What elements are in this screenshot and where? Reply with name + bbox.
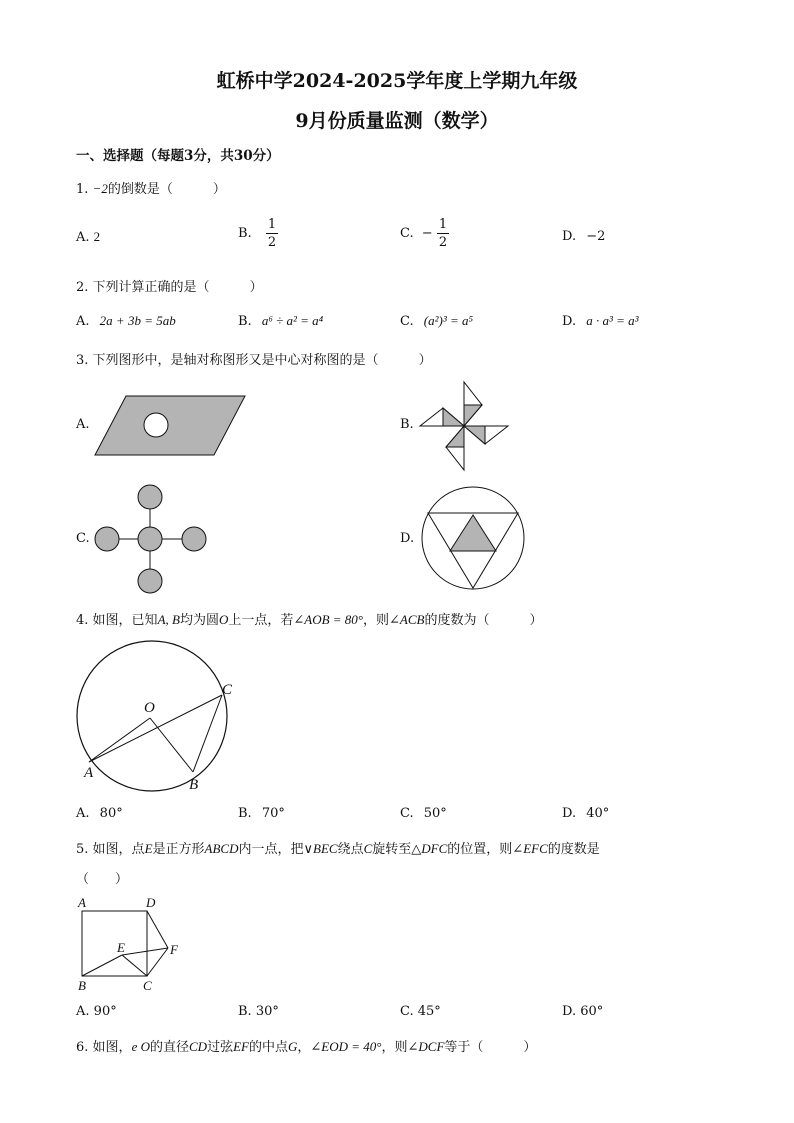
- stem-close: ）: [249, 280, 263, 295]
- option-value: (a²)³ = a⁵: [423, 313, 474, 328]
- stem-text: 如图，点: [92, 842, 145, 857]
- stem-math: ∨BEC: [303, 841, 338, 856]
- label-b: B: [189, 777, 199, 793]
- stem-text: ，则: [381, 1040, 408, 1055]
- stem-text: 绕点: [337, 842, 364, 857]
- stem-text: 过弦: [207, 1040, 234, 1055]
- option-value: 2a + 3b = 5ab: [99, 313, 176, 328]
- option-b: [238, 1004, 279, 1019]
- option-value: −2: [586, 229, 606, 244]
- question-number: 2.: [76, 280, 89, 295]
- stem-math: CD: [189, 1039, 208, 1054]
- question-number: 6.: [76, 1040, 89, 1055]
- stem-text: 下列图形中，是轴对称图形又是中心对称图的是（: [92, 353, 379, 368]
- option-label: D.: [562, 314, 577, 329]
- stem-math: ∠AOB = 80°: [293, 612, 364, 627]
- option-value: 70°: [261, 806, 285, 821]
- option-a: [76, 1004, 117, 1019]
- option-label: A.: [76, 1004, 90, 1019]
- stem-text: 等于（: [444, 1040, 484, 1055]
- option-sign: −: [421, 226, 433, 241]
- label-c: C: [143, 978, 152, 993]
- option-label: D.: [562, 806, 577, 821]
- question-number: 3.: [76, 353, 89, 368]
- exam-title-line2: 9月份质量监测（数学）: [295, 110, 499, 132]
- stem-close: ）: [523, 1040, 537, 1055]
- option-label: B.: [238, 806, 252, 821]
- stem-text: 如图，已知: [92, 613, 158, 628]
- option-c-label: C.: [76, 531, 90, 546]
- option-value: 60°: [580, 1004, 604, 1019]
- stem-text: 的倒数是（: [107, 182, 173, 197]
- fraction-denominator: 2: [267, 235, 277, 250]
- option-label: B.: [238, 314, 252, 329]
- option-value: 30°: [255, 1004, 279, 1019]
- label-a: A: [78, 895, 86, 910]
- option-label: D.: [562, 229, 577, 244]
- question-number: 1.: [76, 182, 89, 197]
- stem-math: ∠DCF: [407, 1039, 445, 1054]
- stem-math: G: [287, 1039, 298, 1054]
- option-label: A.: [76, 806, 90, 821]
- label-f: F: [170, 942, 178, 957]
- stem-text: 上一点，若: [228, 613, 294, 628]
- stem-text: 均为圆: [179, 613, 219, 628]
- stem-math: ∠EFC: [512, 841, 548, 856]
- stem-math: e O: [131, 1039, 150, 1054]
- stem-math: C: [363, 841, 373, 856]
- option-b-label: B.: [400, 417, 414, 432]
- stem-text: 的中点: [248, 1040, 288, 1055]
- stem-math: ∠ACB: [389, 612, 425, 627]
- option-label: C.: [400, 1004, 414, 1019]
- label-c: C: [222, 682, 233, 698]
- stem-math: E: [144, 841, 153, 856]
- option-label: B.: [238, 226, 252, 241]
- option-d: [562, 1004, 603, 1019]
- stem-close: ）: [418, 353, 432, 368]
- stem-text: 内一点，把: [238, 842, 304, 857]
- option-label: A.: [76, 230, 90, 245]
- stem-text: 的度数是: [547, 842, 600, 857]
- stem-text: 如图，: [92, 1040, 132, 1055]
- section-heading: 一、选择题（每题3分，共30分）: [76, 148, 280, 164]
- option-label: A.: [76, 314, 90, 329]
- stem-text: 的直径: [149, 1040, 189, 1055]
- stem-close: ）: [212, 182, 226, 197]
- option-value: 2: [93, 229, 101, 244]
- option-label: C.: [400, 314, 414, 329]
- question-number: 5.: [76, 842, 89, 857]
- option-value: 80°: [99, 806, 123, 821]
- label-e: E: [117, 940, 125, 955]
- option-a-label: A.: [76, 417, 90, 432]
- label-a: A: [84, 765, 94, 781]
- question-6-stem: [76, 1036, 536, 1055]
- stem-math: ABCD: [204, 841, 239, 856]
- stem-math: △DFC: [411, 841, 448, 856]
- option-value: 45°: [417, 1004, 441, 1019]
- stem-text: 旋转至: [372, 842, 412, 857]
- stem-math: A, B: [157, 612, 180, 627]
- stem-text: ，则: [363, 613, 390, 628]
- fraction-denominator: 2: [438, 235, 448, 250]
- option-label: B.: [238, 1004, 252, 1019]
- stem-text: 下列计算正确的是（: [92, 280, 210, 295]
- stem-text: 的位置，则: [447, 842, 513, 857]
- option-d-label: D.: [400, 531, 415, 546]
- question-number: 4.: [76, 613, 89, 628]
- stem-math: −2: [92, 181, 108, 196]
- label-b: B: [78, 978, 86, 993]
- stem-text: 的度数为（: [424, 613, 490, 628]
- fraction-numerator: 1: [267, 217, 277, 232]
- stem-text: ，: [297, 1040, 311, 1055]
- option-value: a · a³ = a³: [586, 313, 639, 328]
- fraction-numerator: 1: [438, 217, 448, 232]
- option-value: 90°: [93, 1004, 117, 1019]
- option-value: a⁶ ÷ a² = a⁴: [261, 313, 324, 328]
- label-d: D: [146, 895, 156, 910]
- option-label: C.: [400, 806, 414, 821]
- option-value: 50°: [423, 806, 447, 821]
- option-c: [400, 1004, 441, 1019]
- option-label: D.: [562, 1004, 577, 1019]
- label-o: O: [144, 700, 155, 716]
- stem-math: O: [218, 612, 229, 627]
- exam-title-line1: 虹桥中学2024-2025学年度上学期九年级: [216, 70, 578, 92]
- question-5-paren: （ ）: [76, 872, 129, 887]
- stem-close: ）: [529, 613, 543, 628]
- option-value: 40°: [586, 806, 610, 821]
- stem-math: ∠EOD = 40°: [310, 1039, 382, 1054]
- stem-text: 是正方形: [152, 842, 205, 857]
- stem-math: EF: [233, 1039, 249, 1054]
- option-label: C.: [400, 226, 414, 241]
